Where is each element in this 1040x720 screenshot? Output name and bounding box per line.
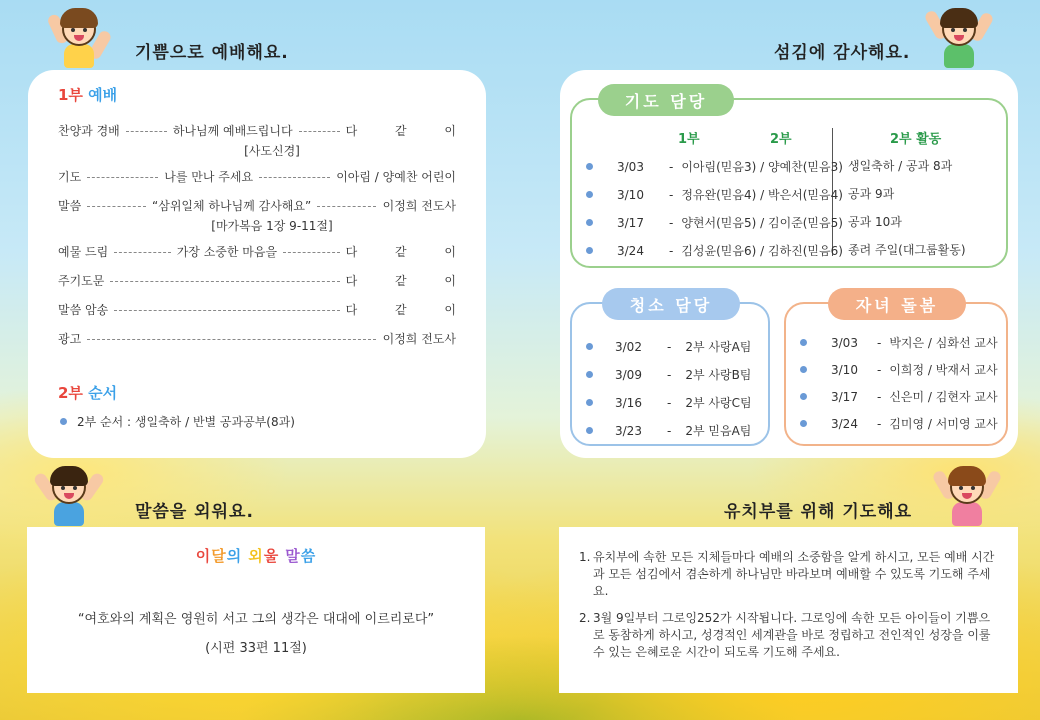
dotted-leader	[317, 206, 376, 207]
prayer-row	[586, 214, 843, 231]
cleaning-date: 3/02	[615, 339, 642, 354]
bullet-icon	[586, 399, 593, 406]
cleaning-duty-title: 청소 담당	[602, 288, 740, 320]
prayer-names: 김성윤(믿음6) / 김하진(믿음6)	[681, 244, 843, 258]
worship-row	[58, 194, 456, 216]
childcare-row	[800, 388, 998, 405]
prayer-request-item	[579, 610, 998, 661]
dotted-leader	[299, 131, 340, 132]
prayer-request-text: 3월 9일부터 그로잉252가 시작됩니다. 그로잉에 속한 모든 아이들이 기쁨으로 동참하게 하시고, 성경적인 세계관을 바로 정립하고 전인적인 성장을 이룰 수 있는 은혜로운 시간이 되도록 기도해 주세요.	[593, 611, 991, 659]
childcare-people: 김미영 / 서미영 교사	[889, 417, 998, 431]
childcare-row	[800, 334, 998, 351]
memory-verse-card	[27, 527, 485, 693]
separator: -	[667, 423, 672, 438]
boy-mascot-icon	[928, 8, 990, 70]
cleaning-row	[586, 422, 751, 439]
bullet-icon	[586, 343, 593, 350]
worship-row-content: 가장 소중한 마음을	[176, 244, 278, 259]
prayer-row	[586, 186, 843, 203]
prayer-row	[586, 242, 843, 259]
dotted-leader	[114, 252, 171, 253]
service-duties-card	[560, 70, 1018, 458]
prayer-names: 양현서(믿음5) / 김이준(믿음5)	[681, 216, 843, 230]
worship-row-leader: 이정희 전도사	[382, 198, 457, 213]
dotted-leader	[110, 281, 339, 282]
worship-row-label: 광고	[58, 331, 82, 346]
prayer-activity: 공과 9과	[848, 187, 895, 201]
prayer-date: 3/17	[617, 215, 644, 230]
bullet-icon	[800, 393, 807, 400]
worship-row-leader: 다 같 이	[345, 123, 473, 138]
bullet-icon	[800, 339, 807, 346]
worship-rows	[58, 119, 473, 356]
cleaning-row	[586, 394, 752, 411]
row-gap	[58, 349, 456, 356]
separator: -	[877, 389, 882, 404]
worship-row-content: 나를 만나 주세요	[164, 169, 254, 184]
childcare-row	[800, 415, 998, 432]
cleaning-row	[586, 338, 751, 355]
worship-row-label: 말씀	[58, 198, 82, 213]
prayer-names: 정유완(믿음4) / 박은서(믿음4)	[681, 188, 843, 202]
prayer-date: 3/24	[617, 243, 644, 258]
cleaning-date: 3/16	[615, 395, 642, 410]
prayer-activity: 생일축하 / 공과 8과	[848, 159, 953, 173]
prayer-names: 이아림(믿음3) / 양예찬(믿음3)	[681, 160, 843, 174]
bullet-icon	[800, 366, 807, 373]
title-char: 달	[211, 547, 227, 565]
girl-mascot-icon	[48, 8, 110, 70]
worship-row-label: 예물 드림	[58, 244, 109, 259]
separator: -	[877, 416, 882, 431]
worship-row-reference: [사도신경]	[244, 144, 300, 158]
bullet-icon	[586, 427, 593, 434]
prayer-date: 3/10	[617, 187, 644, 202]
dotted-leader	[126, 131, 167, 132]
girl-mascot-icon	[936, 466, 998, 528]
cleaning-date: 3/09	[615, 367, 642, 382]
worship-row-label: 기도	[58, 169, 82, 184]
cleaning-team: 2부 믿음A팀	[685, 424, 752, 438]
row-gap	[58, 291, 456, 298]
separator: -	[667, 395, 672, 410]
worship-row	[58, 269, 473, 291]
worship-row-label: 주기도문	[58, 273, 105, 288]
thanks-heading: 섬김에 감사해요.	[774, 43, 911, 63]
worship-row-leader: 다 같 이	[345, 302, 473, 317]
prayer-col-activity: 2부 활동	[890, 132, 942, 147]
bullet-icon	[586, 247, 593, 254]
childcare-date: 3/17	[831, 389, 858, 404]
part2-title: 2부 순서	[58, 384, 118, 402]
bullet-icon	[586, 191, 593, 198]
boy-mascot-icon	[38, 466, 100, 528]
childcare-people: 박지은 / 심화선 교사	[889, 336, 998, 350]
prayer-col-part1: 1부	[678, 132, 700, 147]
worship-row-label: 찬양과 경배	[58, 123, 120, 138]
kinder-prayer-list	[579, 549, 998, 661]
worship-row-leader: 다 같 이	[345, 244, 473, 259]
prayer-activity: 종려 주일(대그룹활동)	[848, 243, 966, 257]
prayer-date: 3/03	[617, 159, 644, 174]
bullet-icon	[60, 418, 67, 425]
kinder-prayer-heading: 유치부를 위해 기도해요	[724, 502, 913, 522]
row-gap	[58, 262, 456, 269]
title-char: 말	[285, 547, 301, 565]
worship-row-content: 하나님께 예배드립니다	[172, 123, 293, 138]
separator: -	[667, 367, 672, 382]
worship-order-card	[28, 70, 486, 458]
worship-row-leader: 다 같 이	[345, 273, 473, 288]
separator: -	[669, 215, 674, 230]
dotted-leader	[259, 177, 330, 178]
title-char: 이	[195, 547, 212, 565]
separator: -	[667, 339, 672, 354]
title-char: 씀	[300, 547, 317, 565]
dotted-leader	[87, 206, 146, 207]
worship-row-leader: 이아림 / 양예찬 어린이	[336, 169, 457, 184]
prayer-request-number: 1.	[579, 550, 591, 564]
prayer-request-number: 2.	[579, 611, 591, 625]
bullet-icon	[586, 163, 593, 170]
worship-row	[58, 327, 456, 349]
cleaning-team: 2부 사랑A팀	[685, 340, 752, 354]
dotted-leader	[87, 339, 376, 340]
prayer-duty-title: 기도 담당	[598, 84, 734, 116]
cleaning-date: 3/23	[615, 423, 642, 438]
part1-title: 1부 예배	[58, 86, 118, 104]
dotted-leader	[114, 310, 339, 311]
prayer-request-text: 유치부에 속한 모든 지체들마다 예배의 소중함을 알게 하시고, 모든 예배 시간과 모든 섬김에서 겸손하게 하나님만 바라보며 예배할 수 있도록 기도해 주세요.	[593, 550, 995, 598]
dotted-leader	[87, 177, 158, 178]
worship-heading: 기쁨으로 예배해요.	[135, 43, 289, 63]
childcare-title: 자녀 돌봄	[828, 288, 966, 320]
worship-row-label: 말씀 암송	[58, 302, 109, 317]
prayer-row	[586, 158, 843, 175]
worship-row	[58, 165, 456, 187]
childcare-date: 3/10	[831, 362, 858, 377]
worship-row-reference: [마가복음 1장 9-11절]	[211, 219, 333, 233]
memorize-heading: 말씀을 외워요.	[135, 502, 254, 522]
row-gap	[58, 320, 456, 327]
bullet-icon	[800, 420, 807, 427]
prayer-col-part2: 2부	[770, 132, 792, 147]
title-char: 의	[226, 547, 243, 565]
worship-row	[58, 240, 473, 262]
title-char: 외	[248, 547, 264, 565]
cleaning-team: 2부 사랑B팀	[685, 368, 752, 382]
part2-order-line: 2부 순서 : 생일축하 / 반별 공과공부(8과)	[58, 413, 456, 430]
childcare-people: 신은미 / 김현자 교사	[889, 390, 998, 404]
childcare-row	[800, 361, 998, 378]
worship-row-content: “삼위일체 하나님께 감사해요”	[152, 198, 312, 213]
memory-verse-text: “여호와의 계획은 영원히 서고 그의 생각은 대대에 이르리로다”	[77, 612, 435, 627]
separator: -	[669, 159, 674, 174]
memory-verse-title	[27, 545, 485, 566]
memory-verse-reference: (시편 33편 11절)	[205, 641, 307, 656]
childcare-date: 3/24	[831, 416, 858, 431]
separator: -	[877, 362, 882, 377]
kinder-prayer-card	[559, 527, 1018, 693]
bullet-icon	[586, 371, 593, 378]
dotted-leader	[283, 252, 340, 253]
worship-row-leader: 이정희 전도사	[382, 331, 456, 346]
separator: -	[669, 187, 674, 202]
separator: -	[669, 243, 674, 258]
title-char: 울	[263, 547, 280, 565]
cleaning-team: 2부 사랑C팀	[685, 396, 752, 410]
childcare-people: 이희정 / 박재서 교사	[889, 363, 998, 377]
worship-row	[58, 119, 473, 141]
prayer-activity: 공과 10과	[848, 215, 902, 229]
childcare-date: 3/03	[831, 335, 858, 350]
prayer-request-item	[579, 549, 998, 600]
separator: -	[877, 335, 882, 350]
cleaning-row	[586, 366, 751, 383]
bullet-icon	[586, 219, 593, 226]
row-gap	[58, 187, 456, 194]
worship-row	[58, 298, 473, 320]
